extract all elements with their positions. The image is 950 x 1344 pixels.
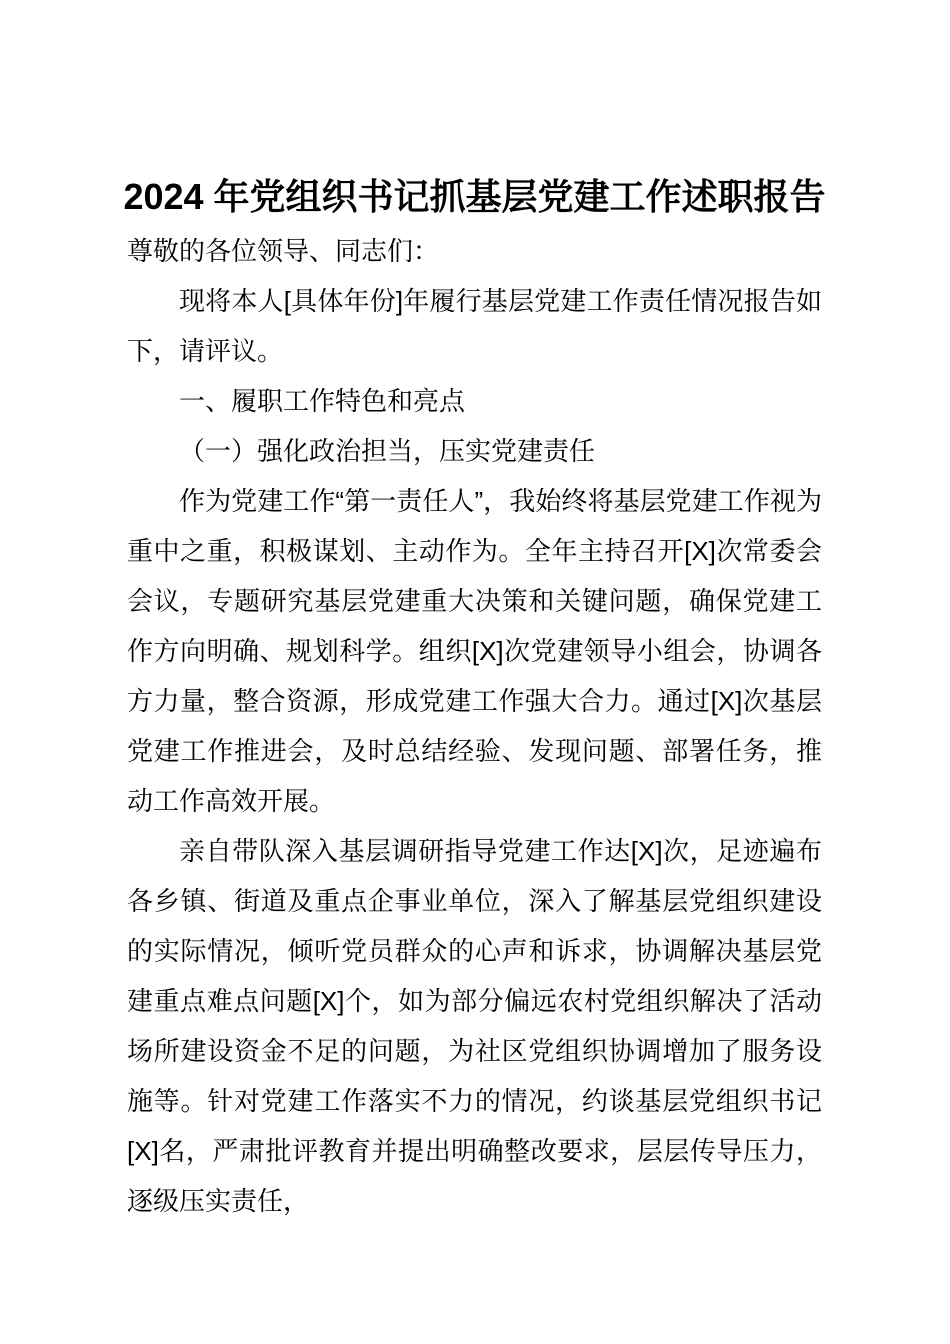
paragraph-body-2: 亲自带队深入基层调研指导党建工作达[X]次，足迹遍布各乡镇、街道及重点企事业单位，深入了解基层党组织建设的实际情况，倾听党员群众的心声和诉求，协调解决基层党建重点难点问题[X]个，如为部分偏远农村党组织解决了活动场所建设资金不足的问题，为社区党组织协调增加了服务设施等。针对党建工作落实不力的情况，约谈基层党组织书记[X]名，严肃批评教育并提出明确整改要求，层层传导压力，逐级压实责任， <box>127 836 822 1216</box>
paragraph-intro: 现将本人[具体年份]年履行基层党建工作责任情况报告如下，请评议。 <box>127 286 822 366</box>
paragraph-body-1: 作为党建工作“第一责任人”，我始终将基层党建工作视为重中之重，积极谋划、主动作为。全年主持召开[X]次常委会会议，专题研究基层党建重大决策和关键问题，确保党建工作方向明确、规划科学。组织[X]次党建领导小组会，协调各方力量，整合资源，形成党建工作强大合力。通过[X]次基层党建工作推进会，及时总结经验、发现问题、部署任务，推动工作高效开展。 <box>127 486 822 816</box>
subsection-heading: （一）强化政治担当，压实党建责任 <box>179 436 596 466</box>
salutation: 尊敬的各位领导、同志们： <box>127 236 440 266</box>
document-title: 2024 年党组织书记抓基层党建工作述职报告 <box>123 176 826 217</box>
section-heading: 一、履职工作特色和亮点 <box>179 386 466 416</box>
